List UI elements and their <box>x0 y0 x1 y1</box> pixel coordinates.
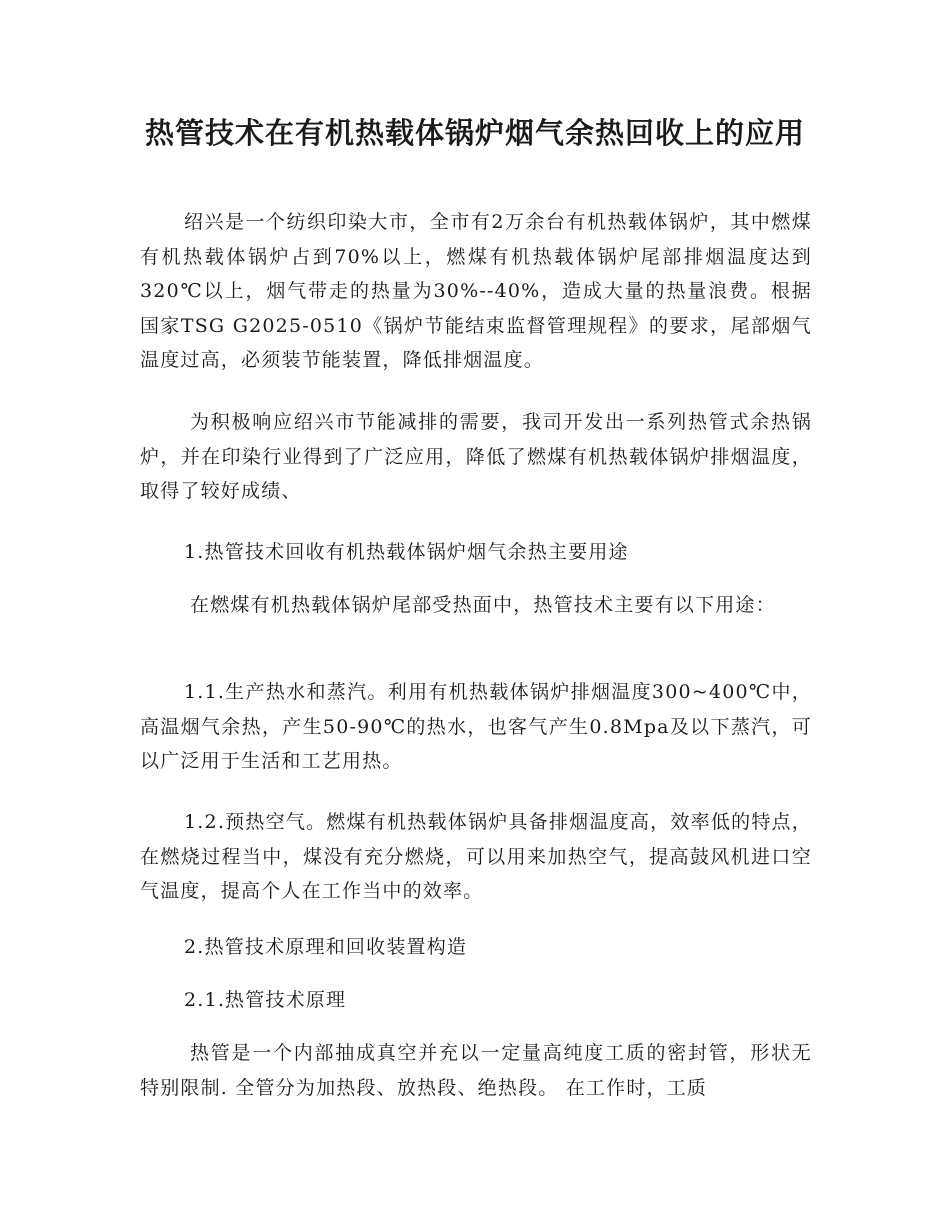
paragraph-1-2: 1.2.预热空气。燃煤有机热载体锅炉具备排烟温度高，效率低的特点，在燃烧过程当中，煤没有充分燃烧，可以用来加热空气，提高鼓风机进口空气温度，提高个人在工作当中的效率。 <box>140 811 812 902</box>
section-heading-2: 2.热管技术原理和回收装置构造 <box>184 936 468 958</box>
section-heading-2-1: 2.1.热管技术原理 <box>184 989 347 1011</box>
paragraph-principle: 热管是一个内部抽成真空并充以一定量高纯度工质的密封管，形状无特别限制. 全管分为加热段、放热段、绝热段。 在工作时，工质 <box>140 1042 812 1099</box>
document-title: 热管技术在有机热载体锅炉烟气余热回收上的应用 <box>144 116 805 150</box>
paragraph-development: 为积极响应绍兴市节能减排的需要，我司开发出一系列热管式余热锅炉，并在印染行业得到了广泛应用，降低了燃煤有机热载体锅炉排烟温度，取得了较好成绩、 <box>140 411 812 502</box>
paragraph-uses: 在燃煤有机热载体锅炉尾部受热面中，热管技术主要有以下用途： <box>190 594 776 616</box>
paragraph-intro: 绍兴是一个纺织印染大市，全市有2万余台有机热载体锅炉，其中燃煤有机热载体锅炉占到70%以上，燃煤有机热载体锅炉尾部排烟温度达到320℃以上，烟气带走的热量为30%--40%，造成大量的热量浪费。根据国家TSG G2025-0510《锅炉节能结束监督管理规程》的要求，尾部烟气温度过高，必须装节能装置，降低排烟温度。 <box>140 211 812 371</box>
section-heading-1: 1.热管技术回收有机热载体锅炉烟气余热主要用途 <box>184 541 629 563</box>
paragraph-1-1: 1.1.生产热水和蒸汽。利用有机热载体锅炉排烟温度300~400℃中，高温烟气余热，产生50-90℃的热水，也客气产生0.8Mpa及以下蒸汽，可以广泛用于生活和工艺用热。 <box>140 681 812 772</box>
